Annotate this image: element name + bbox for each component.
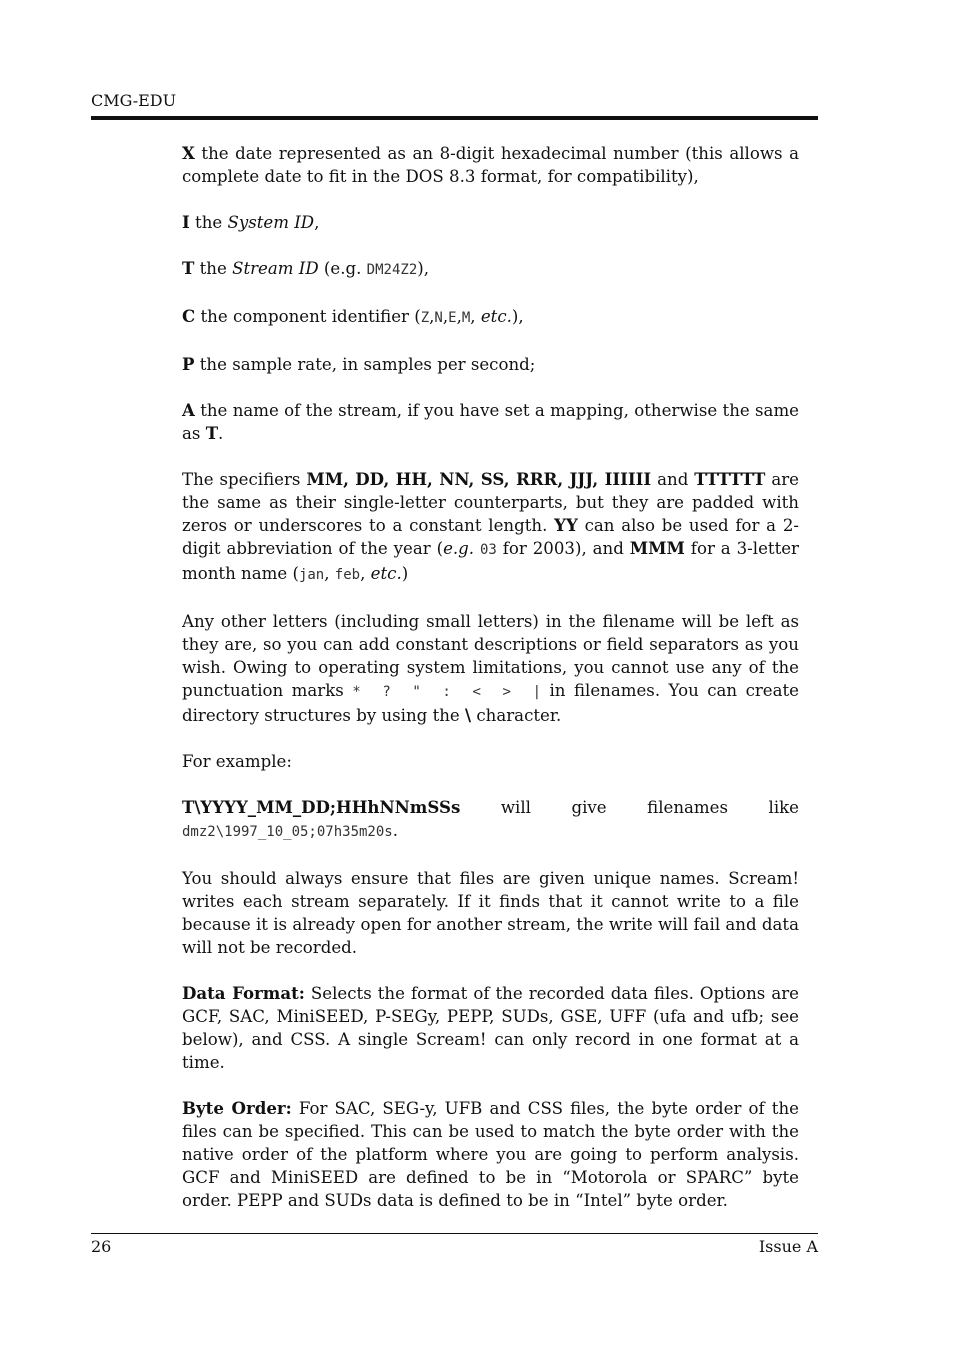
item-a: A the name of the stream, if you have set a mapping, otherwise the same as T.	[182, 400, 799, 443]
item-c: C the component identifier (Z,N,E,M, etc.),	[182, 306, 524, 326]
issue-label: Issue A	[758, 1237, 818, 1256]
unique-names-paragraph: You should always ensure that files are given unique names. Scream! writes each stream separately. If it finds that it cannot write to a file because it is already open for another stream, the write will fail and data will not be recorded.	[182, 869, 799, 957]
data-format-paragraph: Data Format: Selects the format of the recorded data files. Options are GCF, SAC, MiniSEED, P-SEGy, PEPP, SUDs, GSE, UFF (ufa and ufb; see below), and CSS. A single Scream! can only record in one format at a time.	[182, 983, 799, 1072]
example-intro: For example:	[182, 752, 292, 771]
specifiers-paragraph: The specifiers MM, DD, HH, NN, SS, RRR, JJJ, IIIIII and TTTTTT are the same as their single-letter counterparts, but they are padded with zeros or underscores to a constant length. YY can also be used for a 2-digit abbreviation of the year (e.g. 03 for 2003), and MMM for a 3-letter month name (jan, feb, etc.)	[182, 469, 800, 583]
page-body	[182, 142, 799, 1235]
other-letters-paragraph: Any other letters (including small letters) in the filename will be left as they are, so you can add constant descriptions or field separators as you wish. Owing to operating system limitations, you cannot use any of the punctuation marks * ? " : < > | in filenames. You can create directory structures by using the \ character.	[182, 612, 799, 725]
item-i: I the System ID,	[182, 212, 320, 232]
page-number: 26	[91, 1237, 112, 1256]
byte-order-paragraph: Byte Order: For SAC, SEG-y, UFB and CSS files, the byte order of the files can be specified. This can be used to match the byte order with the native order of the platform where you are going to perform analysis. GCF and MiniSEED are defined to be in “Motorola or SPARC” byte order. PEPP and SUDs data is defined to be in “Intel” byte order.	[182, 1098, 799, 1210]
header-rule	[91, 116, 818, 120]
example-paragraph: T\YYYY_MM_DD;HHhNNmSSs will give filenames like dmz2\1997_10_05;07h35m20s.	[182, 797, 799, 840]
item-x: X the date represented as an 8-digit hexadecimal number (this allows a complete date to fit in the DOS 8.3 format, for compatibility),	[182, 143, 799, 186]
running-header: CMG-EDU	[91, 91, 177, 110]
footer-rule	[91, 1233, 818, 1234]
item-p: P the sample rate, in samples per second;	[182, 354, 536, 374]
item-t: T the Stream ID (e.g. DM24Z2),	[182, 258, 429, 278]
